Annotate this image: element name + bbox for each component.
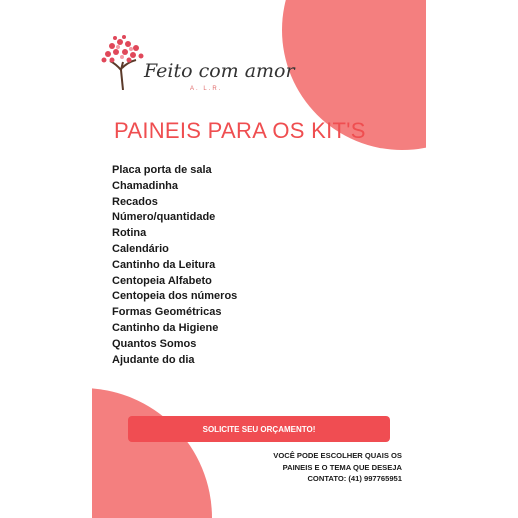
flyer-page xyxy=(92,0,426,518)
list-item: Centopeia dos números xyxy=(112,290,238,303)
logo-subtitle: A. L.R. xyxy=(190,86,223,92)
list-item: Centopeia Alfabeto xyxy=(112,274,212,287)
contact-phone: CONTATO: (41) 997765951 xyxy=(307,474,402,483)
request-quote-button[interactable]: SOLICITE SEU ORÇAMENTO! xyxy=(128,416,390,442)
list-item: Ajudante do dia xyxy=(112,353,195,366)
decorative-circle-bottom xyxy=(92,388,212,518)
list-item: Número/quantidade xyxy=(112,211,216,224)
list-item: Placa porta de sala xyxy=(112,164,212,176)
contact-info xyxy=(242,450,402,485)
page-title: PAINEIS PARA OS KIT'S xyxy=(114,118,366,143)
list-item: Cantinho da Leitura xyxy=(112,258,216,271)
list-item: Formas Geométricas xyxy=(112,306,222,319)
logo-name: Feito com amor xyxy=(144,60,295,82)
tree-heart-logo-icon xyxy=(98,34,148,90)
kit-items-list xyxy=(112,163,237,368)
list-item: Cantinho da Higiene xyxy=(112,321,219,334)
list-item: Quantos Somos xyxy=(112,337,197,350)
list-item: Chamadinha xyxy=(112,179,179,192)
list-item: Rotina xyxy=(112,227,147,240)
list-item: Recados xyxy=(112,195,158,208)
info-line-1: VOCÊ PODE ESCOLHER QUAIS OS xyxy=(273,451,402,460)
info-line-2: PAINEIS E O TEMA QUE DESEJA xyxy=(282,462,402,472)
list-item: Calendário xyxy=(112,242,169,255)
